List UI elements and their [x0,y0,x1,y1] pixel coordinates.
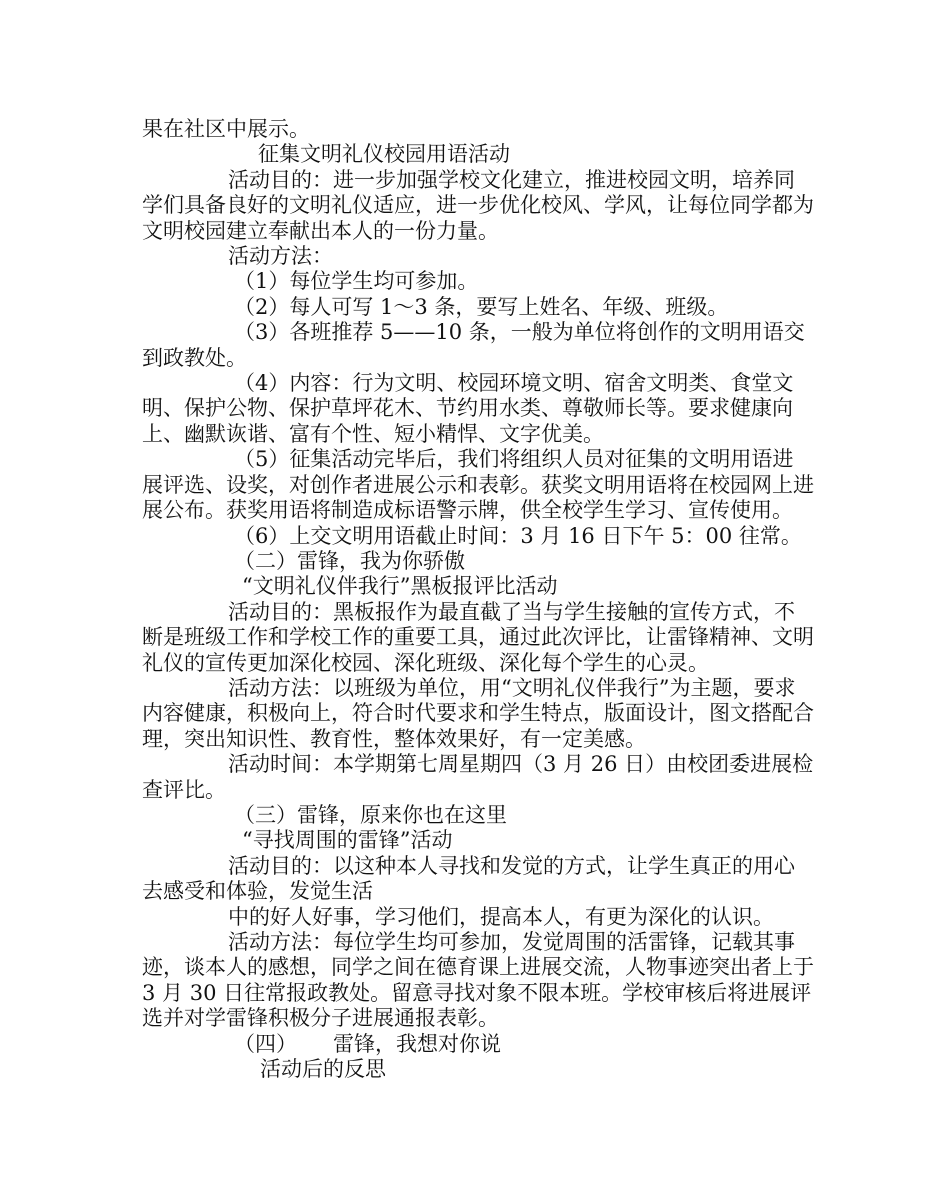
paragraph-method-2: 活动方法：以班级为单位，用“文明礼仪伴我行”为主题，要求内容健康，积极向上，符合时代要求和学生特点，版面设计，图文搭配合理，突出知识性、教育性，整体效果好，有一定美感。 [142,675,814,751]
paragraph-continuation: 果在社区中展示。 [142,117,310,141]
paragraph-purpose-3: 活动目的：以这种本人寻找和发觉的方式，让学生真正的用心去感受和体验，发觉生活 [142,853,795,904]
paragraph-purpose-1: 活动目的：进一步加强学校文化建立，推进校园文明，培养同学们具备良好的文明礼仪适应，进一步优化校风、学风，让每位同学都为文明校园建立奉献出本人的一份力量。 [142,167,814,243]
paragraph-purpose-3-cont: 中的好人好事，学习他们，提高本人，有更为深化的认识。 [228,904,774,929]
section-heading-4-text: 雷锋，我想对你说 [333,1031,501,1056]
list-item-6: （6）上交文明用语截止时间：3 月 16 日下午 5：00 往常。 [234,523,802,548]
list-item-5: （5）征集活动完毕后，我们将组织人员对征集的文明用语进展评选、设奖，对创作者进展公示和表彰。获奖文明用语将在校园网上进展公布。获奖用语将制造成标语警示牌，供全校学生学习、宣传使用。 [142,447,814,523]
paragraph-method-heading-1: 活动方法： [228,244,333,269]
section-title-blackboard: “文明礼仪伴我行”黑板报评比活动 [242,574,558,599]
section-heading-2: （二）雷锋，我为你骄傲 [234,548,465,573]
paragraph-purpose-2: 活动目的：黑板报作为最直截了当与学生接触的宣传方式，不断是班级工作和学校工作的重要工具，通过此次评比，让雷锋精神、文明礼仪的宣传更加深化校园、深化班级、深化每个学生的心灵。 [142,599,814,675]
section-heading-3: （三）雷锋，原来你也在这里 [234,802,507,827]
section-number-4: （四） [234,1031,297,1056]
section-title-slogan-collection: 征集文明礼仪校园用语活动 [258,142,510,167]
list-item-4: （4）内容：行为文明、校园环境文明、宿舍文明类、食堂文明、保护公物、保护草坪花木、节约用水类、尊敬师长等。要求健康向上、幽默诙谐、富有个性、短小精悍、文字优美。 [142,371,794,446]
paragraph-method-3: 活动方法：每位学生均可参加，发觉周围的活雷锋，记载其事迹，谈本人的感想，同学之间在德育课上进展交流，人物事迹突出者上于 3 月 30 日往常报政教处。留意寻找对象不限本班。学校审核后将进展评选并对学雷锋积极分子进展通报表彰。 [142,930,821,1031]
document-page [142,117,821,1082]
section-title-find-leifeng: “寻找周围的雷锋”活动 [242,828,453,853]
list-item-2: （2）每人可写 1～3 条，要写上姓名、年级、班级。 [234,294,729,319]
section-title-reflection: 活动后的反思 [260,1057,386,1082]
list-item-3: （3）各班推荐 5——10 条，一般为单位将创作的文明用语交到政教处。 [142,320,805,370]
list-item-1: （1）每位学生均可参加。 [234,269,479,294]
section-heading-4 [142,1032,814,1057]
paragraph-time-2: 活动时间：本学期第七周星期四（3 月 26 日）由校团委进展检查评比。 [142,752,814,802]
